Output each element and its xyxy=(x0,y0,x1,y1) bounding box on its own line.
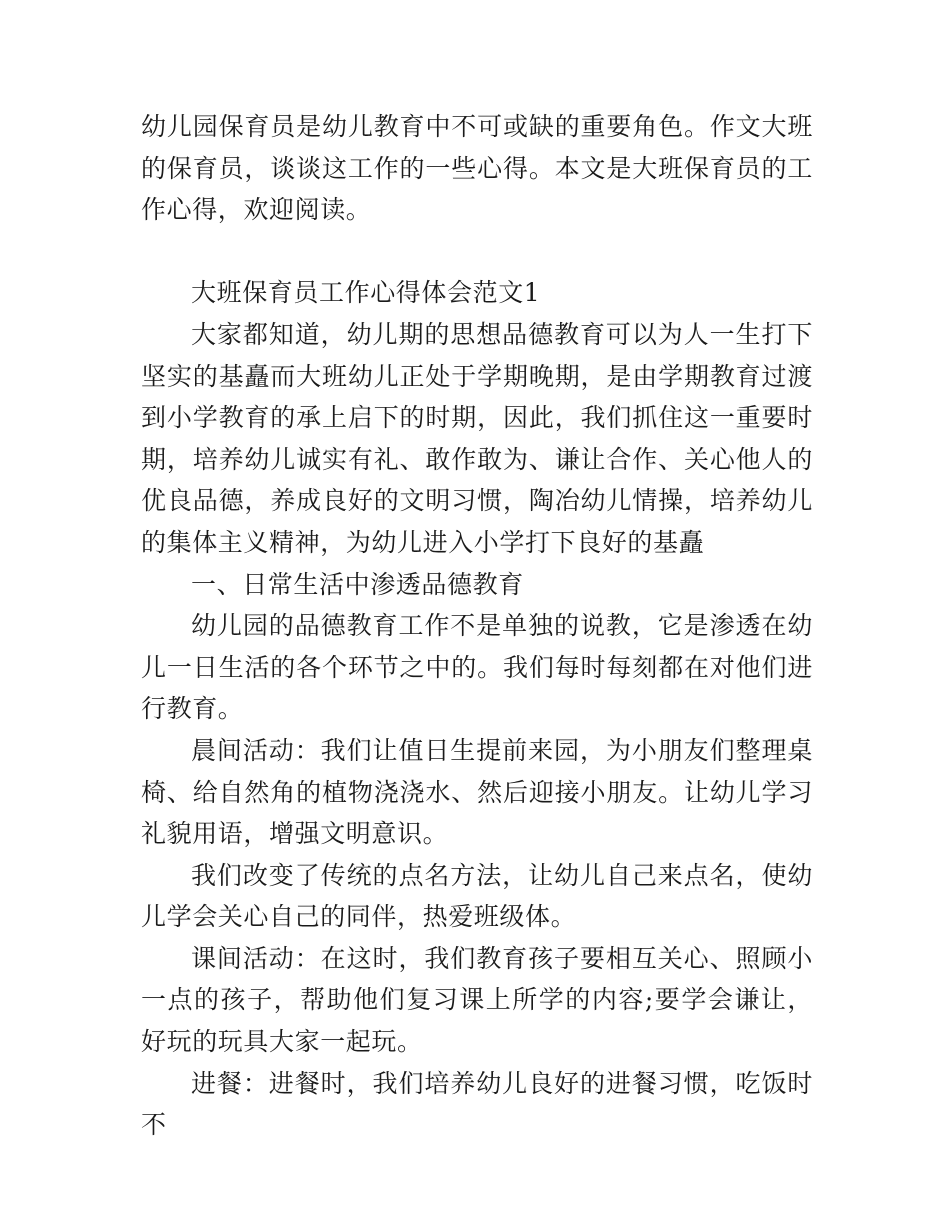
body-paragraph: 我们改变了传统的点名方法，让幼儿自己来点名，使幼儿学会关心自己的同伴，热爱班级体。 xyxy=(141,860,813,932)
body-paragraph: 幼儿园的品德教育工作不是单独的说教，它是渗透在幼儿一日生活的各个环节之中的。我们每时每刻都在对他们进行教育。 xyxy=(141,611,813,724)
body-paragraph: 课间活动：在这时，我们教育孩子要相互关心、照顾小一点的孩子，帮助他们复习课上所学的内容;要学会谦让，好玩的玩具大家一起玩。 xyxy=(141,943,813,1057)
body-paragraph: 晨间活动：我们让值日生提前来园，为小朋友们整理桌椅、给自然角的植物浇浇水、然后迎接小朋友。让幼儿学习礼貌用语，增强文明意识。 xyxy=(141,735,813,849)
body-paragraph: 大家都知道，幼儿期的思想品德教育可以为人一生打下坚实的基矗而大班幼儿正处于学期晚期，是由学期教育过渡到小学教育的承上启下的时期，因此，我们抓住这一重要时期，培养幼儿诚实有礼、敢作敢为、谦让合作、关心他人的优良品德，养成良好的文明习惯，陶冶幼儿情操，培养幼儿的集体主义精神，为幼儿进入小学打下良好的基矗 xyxy=(141,319,813,557)
intro-paragraph: 幼儿园保育员是幼儿教育中不可或缺的重要角色。作文大班的保育员，谈谈这工作的一些心得。本文是大班保育员的工作心得，欢迎阅读。 xyxy=(141,112,813,225)
body-paragraph: 进餐：进餐时，我们培养幼儿良好的进餐习惯，吃饭时不 xyxy=(141,1068,813,1140)
document-body xyxy=(141,106,813,1146)
section-title: 大班保育员工作心得体会范文1 xyxy=(191,278,541,308)
subheading: 一、日常生活中渗透品德教育 xyxy=(191,569,524,599)
